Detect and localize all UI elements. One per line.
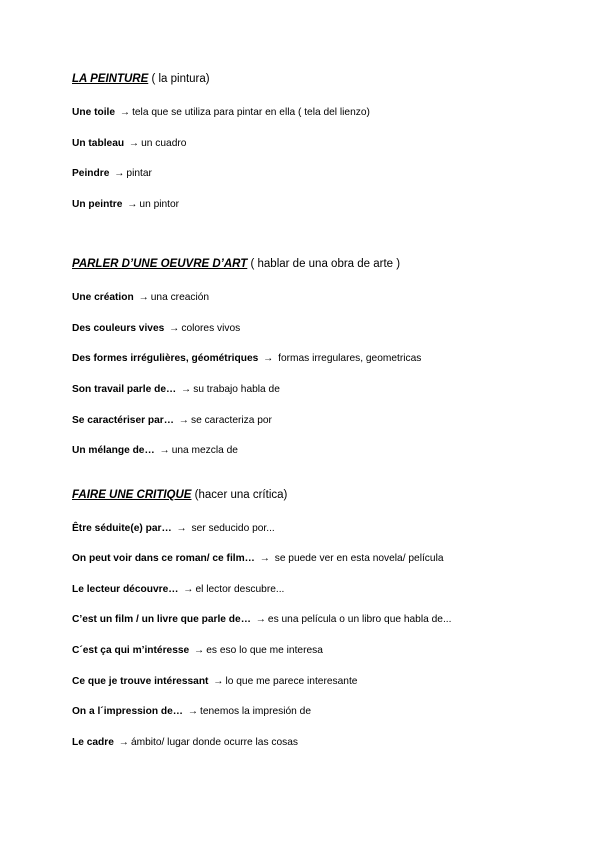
spanish-translation: un pintor xyxy=(139,199,180,210)
french-term: Le lecteur découvre… xyxy=(72,584,179,595)
spanish-translation: tela que se utiliza para pintar en ella ( tela del lienzo) xyxy=(132,107,370,118)
french-term: Ce que je trouve intéressant xyxy=(72,676,209,687)
section-title: LA PEINTURE xyxy=(72,73,149,85)
french-term: C´est ça qui m’intéresse xyxy=(72,645,190,656)
spanish-translation: es eso lo que me interesa xyxy=(206,645,323,656)
arrow-icon: → xyxy=(183,584,194,595)
french-term: Le cadre xyxy=(72,737,114,748)
section-title: FAIRE UNE CRITIQUE xyxy=(72,489,192,501)
arrow-icon: → xyxy=(213,676,224,687)
vocab-entry xyxy=(72,444,238,457)
spanish-translation: el lector descubre... xyxy=(195,584,285,595)
french-term: On a l´impression de… xyxy=(72,706,183,717)
vocab-entry xyxy=(72,291,209,304)
section-heading-parler-oeuvre xyxy=(72,257,400,271)
french-term: Un tableau xyxy=(72,138,125,149)
french-term: Une toile xyxy=(72,107,116,118)
arrow-icon: → xyxy=(127,199,138,210)
arrow-icon: → xyxy=(138,292,149,303)
vocab-entry xyxy=(72,414,272,427)
spanish-translation: un cuadro xyxy=(141,138,187,149)
vocab-entry xyxy=(72,352,421,365)
vocab-entry xyxy=(72,522,275,535)
vocab-entry xyxy=(72,705,311,718)
arrow-icon: → xyxy=(119,107,131,118)
vocab-entry xyxy=(72,137,186,150)
spanish-translation: una mezcla de xyxy=(171,445,238,456)
arrow-icon: → xyxy=(118,737,129,748)
spanish-translation: su trabajo habla de xyxy=(193,384,280,395)
section-heading-faire-critique xyxy=(72,488,287,502)
spanish-translation: tenemos la impresión de xyxy=(200,706,311,717)
vocab-entry xyxy=(72,613,451,626)
spanish-translation: se puede ver en esta novela/ película xyxy=(271,553,444,564)
section-translation: ( la pintura) xyxy=(148,73,210,85)
spanish-translation: lo que me parece interesante xyxy=(225,676,358,687)
arrow-icon: → xyxy=(259,553,270,564)
vocab-entry xyxy=(72,552,444,565)
section-translation: ( hablar de una obra de arte ) xyxy=(247,258,401,270)
vocab-entry xyxy=(72,583,284,596)
spanish-translation: se caracteriza por xyxy=(190,415,272,426)
french-term: Se caractériser par… xyxy=(72,415,174,426)
arrow-icon: → xyxy=(176,523,187,534)
vocab-entry xyxy=(72,644,323,657)
french-term: Une création xyxy=(72,292,134,303)
spanish-translation: ámbito/ lugar donde ocurre las cosas xyxy=(130,737,298,748)
french-term: Des couleurs vives xyxy=(72,323,165,334)
french-term: On peut voir dans ce roman/ ce film… xyxy=(72,553,255,564)
section-title: PARLER D’UNE OEUVRE D’ART xyxy=(72,258,248,270)
french-term: Un mélange de… xyxy=(72,445,155,456)
vocab-entry xyxy=(72,383,280,396)
section-translation: (hacer una crítica) xyxy=(191,489,288,501)
arrow-icon: → xyxy=(187,706,198,717)
arrow-icon: → xyxy=(255,614,266,625)
french-term: Des formes irrégulières, géométriques xyxy=(72,353,259,364)
spanish-translation: colores vivos xyxy=(181,323,241,334)
spanish-translation: ser seducido por... xyxy=(188,523,275,534)
french-term: Son travail parle de… xyxy=(72,384,177,395)
arrow-icon: → xyxy=(169,323,180,334)
vocab-entry xyxy=(72,167,152,180)
vocab-entry xyxy=(72,736,298,749)
french-term: Un peintre xyxy=(72,199,123,210)
spanish-translation: una creación xyxy=(150,292,210,303)
section-heading-la-peinture xyxy=(72,72,210,86)
arrow-icon: → xyxy=(181,384,192,395)
french-term: Peindre xyxy=(72,168,110,179)
french-term: Être séduite(e) par… xyxy=(72,523,172,534)
vocab-entry xyxy=(72,106,370,119)
spanish-translation: es una película o un libro que habla de... xyxy=(267,614,452,625)
arrow-icon: → xyxy=(114,168,125,179)
arrow-icon: → xyxy=(159,445,170,456)
vocab-entry xyxy=(72,675,357,688)
arrow-icon: → xyxy=(178,415,189,426)
arrow-icon: → xyxy=(194,645,205,656)
spanish-translation: pintar xyxy=(126,168,152,179)
vocab-entry xyxy=(72,198,179,211)
arrow-icon: → xyxy=(263,353,274,364)
arrow-icon: → xyxy=(128,138,140,149)
french-term: C’est un film / un livre que parle de… xyxy=(72,614,251,625)
vocab-entry xyxy=(72,322,240,335)
spanish-translation: formas irregulares, geometricas xyxy=(275,353,422,364)
